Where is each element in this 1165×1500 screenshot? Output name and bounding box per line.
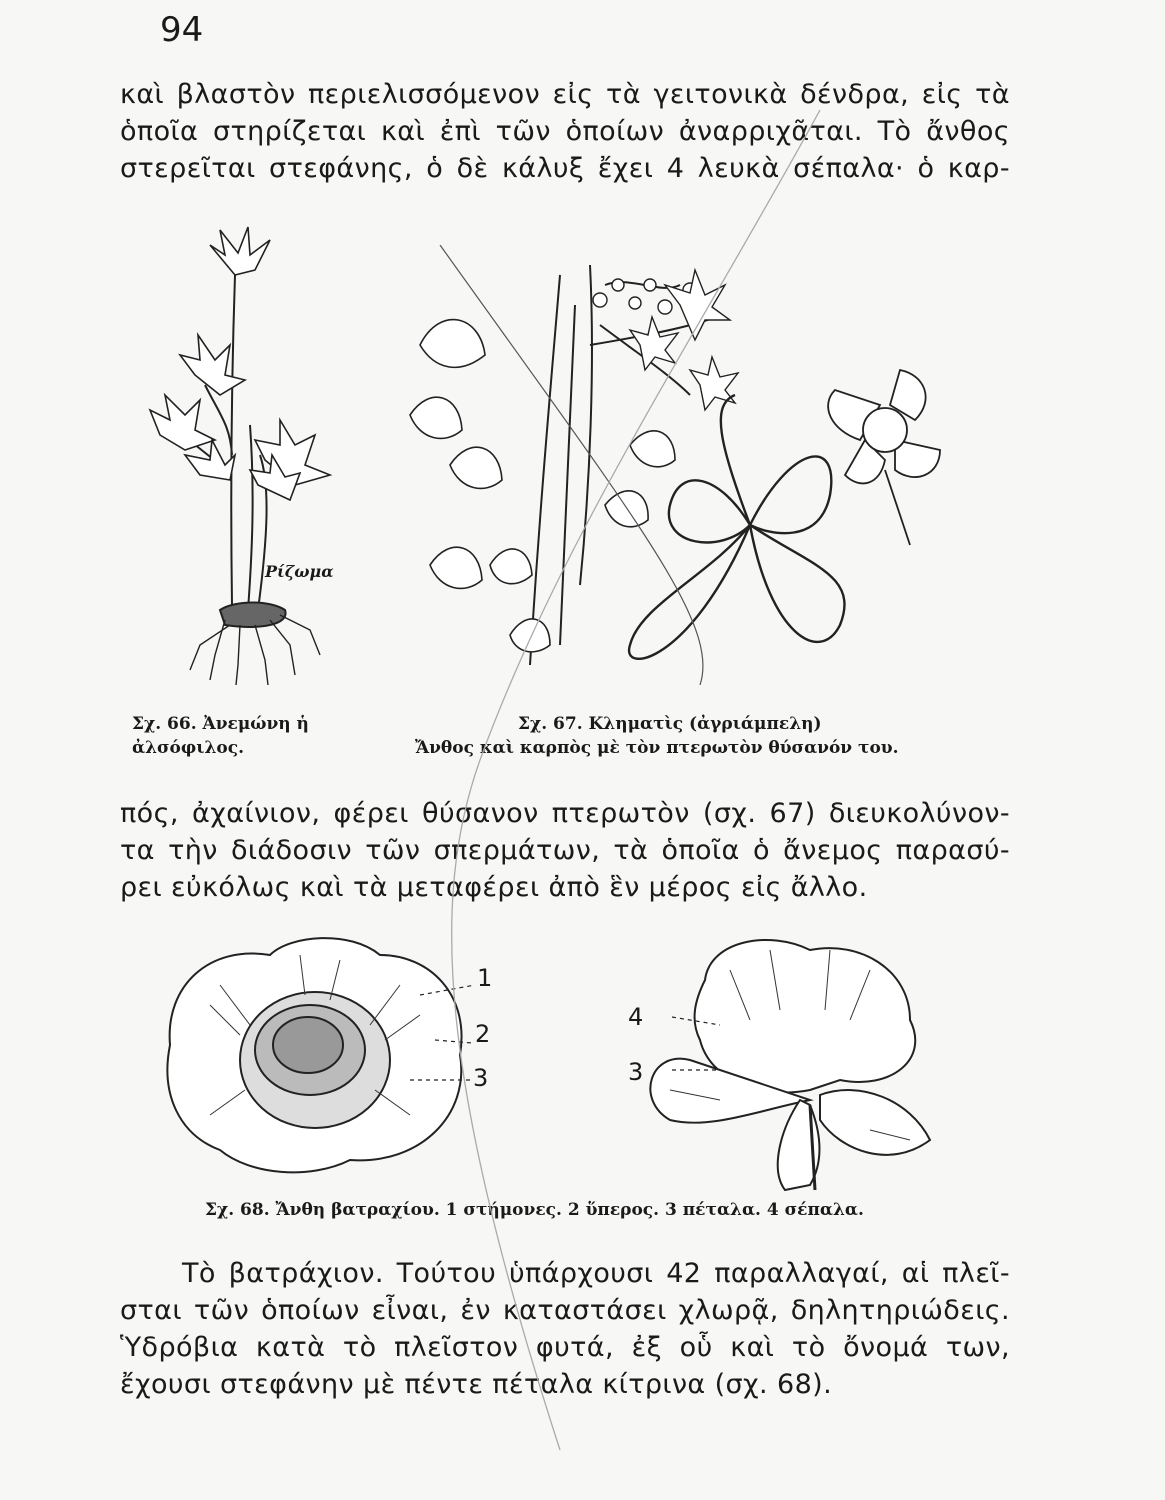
anemone-illustration [140, 215, 360, 685]
figure-68-caption: Σχ. 68. Ἄνθη βατραχίου. 1 στήμονες. 2 ὕπερος. 3 πέταλα. 4 σέπαλα. [205, 1200, 864, 1220]
part-label-3: 3 [473, 1064, 489, 1092]
caption-line: Ἄνθος καὶ καρπὸς μὲ τὸν πτερωτὸν θύσανόν του. [415, 738, 899, 758]
caption-line: Σχ. 67. Κληματὶς (ἀγριάμπελη) [518, 714, 822, 734]
buttercup-flower-back-illustration [610, 930, 970, 1200]
paragraph-bottom [120, 1255, 1010, 1403]
text-line: τα τὴν διάδοσιν τῶν σπερμάτων, τὰ ὁποῖα ὁ ἄνεμος παρασύ- [120, 835, 1010, 866]
text-line: ὁποῖα στηρίζεται καὶ ἐπὶ τῶν ὁποίων ἀναρριχᾶται. Τὸ ἄνθος [120, 116, 1010, 147]
buttercup-flower-front-illustration [150, 925, 510, 1185]
text-line: πός, ἀχαίνιον, φέρει θύσανον πτερωτὸν (σχ. 67) διευκολύνον- [120, 798, 1010, 829]
figure-66-caption [132, 712, 309, 760]
text-line: Ὑδρόβια κατὰ τὸ πλεῖστον φυτά, ἐξ οὗ καὶ τὸ ὄνομά των, [120, 1332, 1010, 1363]
part-label-4: 4 [628, 1003, 644, 1031]
caption-line: ἀλσόφιλος. [132, 738, 245, 758]
part-label-3-back: 3 [628, 1058, 644, 1086]
figure-67-caption [415, 712, 899, 760]
text-line: στερεῖται στεφάνης, ὁ δὲ κάλυξ ἔχει 4 λευκὰ σέπαλα· ὁ καρ- [120, 153, 1010, 184]
page-number: 94 [160, 10, 204, 50]
text-line: ἔχουσι στεφάνην μὲ πέντε πέταλα κίτρινα (σχ. 68). [120, 1369, 833, 1400]
text-line: Τὸ βατράχιον. Τούτου ὑπάρχουσι 42 παραλλαγαί, αἱ πλεῖ- [182, 1258, 1010, 1289]
caption-line: Σχ. 66. Ἀνεμώνη ἡ [132, 714, 309, 734]
text-line: καὶ βλαστὸν περιελισσόμενον εἰς τὰ γειτονικὰ δένδρα, εἰς τὰ [120, 79, 1010, 110]
paragraph-top [120, 76, 1010, 187]
part-label-1: 1 [477, 964, 493, 992]
part-label-2: 2 [475, 1020, 491, 1048]
clematis-illustration [390, 245, 980, 685]
root-label: Ρίζωμα [265, 562, 334, 581]
text-line: ρει εὐκόλως καὶ τὰ μεταφέρει ἀπὸ ἓν μέρος εἰς ἄλλο. [120, 872, 868, 903]
paragraph-middle [120, 795, 1010, 906]
text-line: σται τῶν ὁποίων εἶναι, ἐν καταστάσει χλωρᾷ, δηλητηριώδεις. [120, 1295, 1010, 1326]
